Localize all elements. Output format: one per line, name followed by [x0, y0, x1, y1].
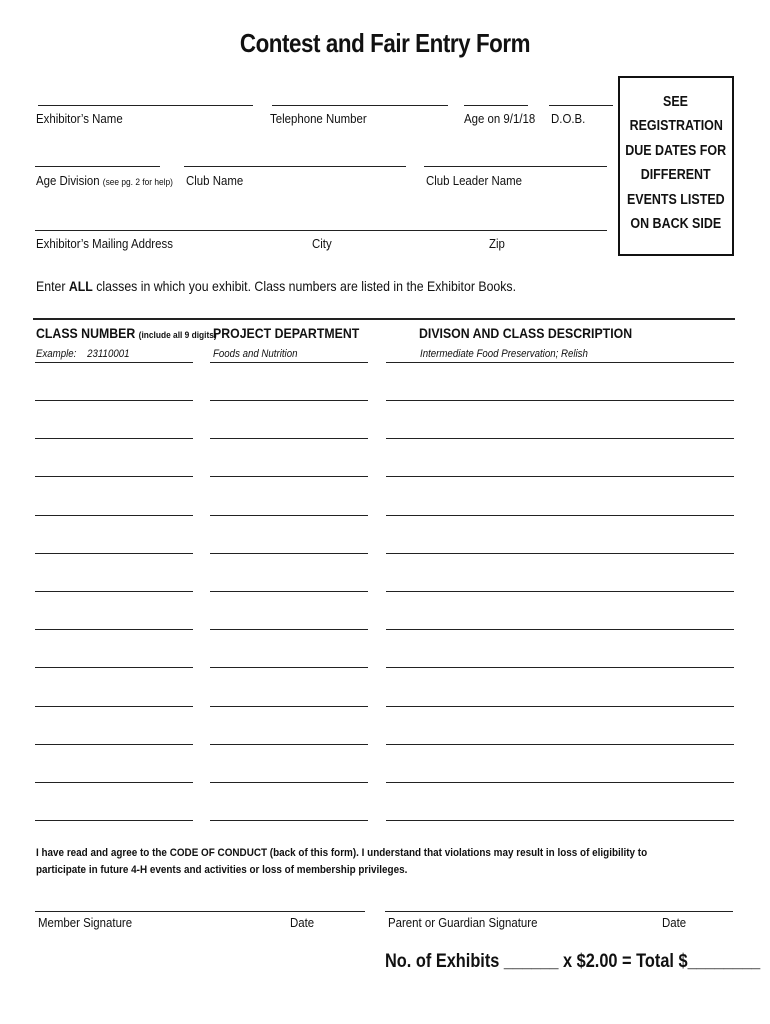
notice-line: REGISTRATION	[629, 118, 723, 134]
class-number-note: (include all 9 digits)	[138, 330, 217, 341]
age-line[interactable]	[464, 105, 528, 106]
notice-line: DUE DATES FOR	[625, 142, 727, 159]
registration-notice-box	[618, 76, 734, 256]
project-department-blank-line[interactable]	[210, 515, 368, 516]
table-top-rule	[33, 318, 735, 320]
notice-line: EVENTS LISTED	[627, 191, 725, 208]
project-department-blank-line[interactable]	[210, 476, 368, 477]
dob-label: D.O.B.	[551, 111, 586, 126]
instructions-prefix: Enter	[36, 278, 69, 294]
class-number-blank-line[interactable]	[35, 476, 193, 477]
exhibitor-name-line[interactable]	[38, 105, 253, 106]
parent-signature-label: Parent or Guardian Signature	[388, 915, 538, 930]
notice-line: SEE	[663, 93, 689, 110]
date-label-parent: Date	[662, 915, 687, 930]
project-department-blank-line[interactable]	[210, 744, 368, 745]
club-name-label: Club Name	[186, 173, 244, 188]
class-number-blank-line[interactable]	[35, 591, 193, 592]
description-blank-line[interactable]	[386, 629, 734, 630]
class-number-blank-line[interactable]	[35, 782, 193, 783]
mailing-address-label: Exhibitor’s Mailing Address	[36, 236, 173, 251]
description-blank-line[interactable]	[386, 782, 734, 783]
example-desc-line	[386, 362, 734, 363]
class-number-header	[36, 325, 217, 341]
code-of-conduct-agreement: I have read and agree to the CODE OF CONDUCT (back of this form). I understand that violations may result in loss of eligibility to participate in future 4-H events and activities or loss of membership privileges.	[36, 847, 648, 876]
project-department-blank-line[interactable]	[210, 629, 368, 630]
project-department-blank-line[interactable]	[210, 438, 368, 439]
age-division-label	[36, 173, 173, 188]
description-blank-line[interactable]	[386, 591, 734, 592]
example-class-line	[35, 362, 193, 363]
class-number-blank-line[interactable]	[35, 706, 193, 707]
description-blank-line[interactable]	[386, 553, 734, 554]
project-department-blank-line[interactable]	[210, 820, 368, 821]
project-department-blank-line[interactable]	[210, 553, 368, 554]
telephone-line[interactable]	[272, 105, 448, 106]
project-department-blank-line[interactable]	[210, 400, 368, 401]
description-blank-line[interactable]	[386, 476, 734, 477]
project-department-blank-line[interactable]	[210, 782, 368, 783]
instructions	[36, 278, 516, 294]
project-department-header: PROJECT DEPARTMENT	[213, 325, 360, 341]
example-desc: Intermediate Food Preservation; Relish	[420, 348, 588, 360]
telephone-label: Telephone Number	[270, 111, 367, 126]
age-label: Age on 9/1/18	[464, 111, 536, 126]
member-signature-line[interactable]	[35, 911, 365, 912]
description-blank-line[interactable]	[386, 667, 734, 668]
description-blank-line[interactable]	[386, 515, 734, 516]
age-division-text: Age Division	[36, 173, 100, 188]
instructions-suffix: classes in which you exhibit. Class numbers are listed in the Exhibitor Books.	[92, 278, 517, 294]
notice-line: DIFFERENT	[641, 167, 711, 183]
project-department-blank-line[interactable]	[210, 667, 368, 668]
class-number-header-text: CLASS NUMBER	[36, 325, 136, 341]
description-blank-line[interactable]	[386, 400, 734, 401]
zip-label: Zip	[489, 236, 505, 251]
description-blank-line[interactable]	[386, 820, 734, 821]
division-description-header: DIVISON AND CLASS DESCRIPTION	[419, 325, 633, 341]
class-number-blank-line[interactable]	[35, 744, 193, 745]
class-number-blank-line[interactable]	[35, 400, 193, 401]
example-class	[36, 348, 129, 360]
date-label-member: Date	[290, 915, 315, 930]
mailing-address-line[interactable]	[35, 230, 607, 231]
parent-signature-line[interactable]	[385, 911, 733, 912]
exhibitor-name-label: Exhibitor’s Name	[36, 111, 123, 126]
member-signature-label: Member Signature	[38, 915, 133, 930]
age-division-help: (see pg. 2 for help)	[102, 177, 173, 188]
example-class-number: 23110001	[87, 348, 130, 360]
description-blank-line[interactable]	[386, 706, 734, 707]
description-blank-line[interactable]	[386, 438, 734, 439]
city-label: City	[312, 236, 332, 251]
class-number-blank-line[interactable]	[35, 553, 193, 554]
club-leader-line[interactable]	[424, 166, 607, 167]
project-department-blank-line[interactable]	[210, 706, 368, 707]
class-number-blank-line[interactable]	[35, 515, 193, 516]
class-number-blank-line[interactable]	[35, 438, 193, 439]
dob-line[interactable]	[549, 105, 613, 106]
exhibits-total: No. of Exhibits ______ x $2.00 = Total $________	[385, 951, 761, 972]
class-number-blank-line[interactable]	[35, 820, 193, 821]
club-leader-label: Club Leader Name	[426, 173, 523, 188]
notice-line: ON BACK SIDE	[630, 216, 722, 232]
example-dept: Foods and Nutrition	[213, 348, 298, 360]
form-title: Contest and Fair Entry Form	[239, 28, 531, 58]
club-name-line[interactable]	[184, 166, 406, 167]
class-number-blank-line[interactable]	[35, 667, 193, 668]
class-number-blank-line[interactable]	[35, 629, 193, 630]
instructions-bold: ALL	[68, 278, 93, 294]
age-division-line[interactable]	[35, 166, 160, 167]
description-blank-line[interactable]	[386, 744, 734, 745]
example-label: Example:	[36, 348, 77, 360]
example-dept-line	[210, 362, 368, 363]
project-department-blank-line[interactable]	[210, 591, 368, 592]
